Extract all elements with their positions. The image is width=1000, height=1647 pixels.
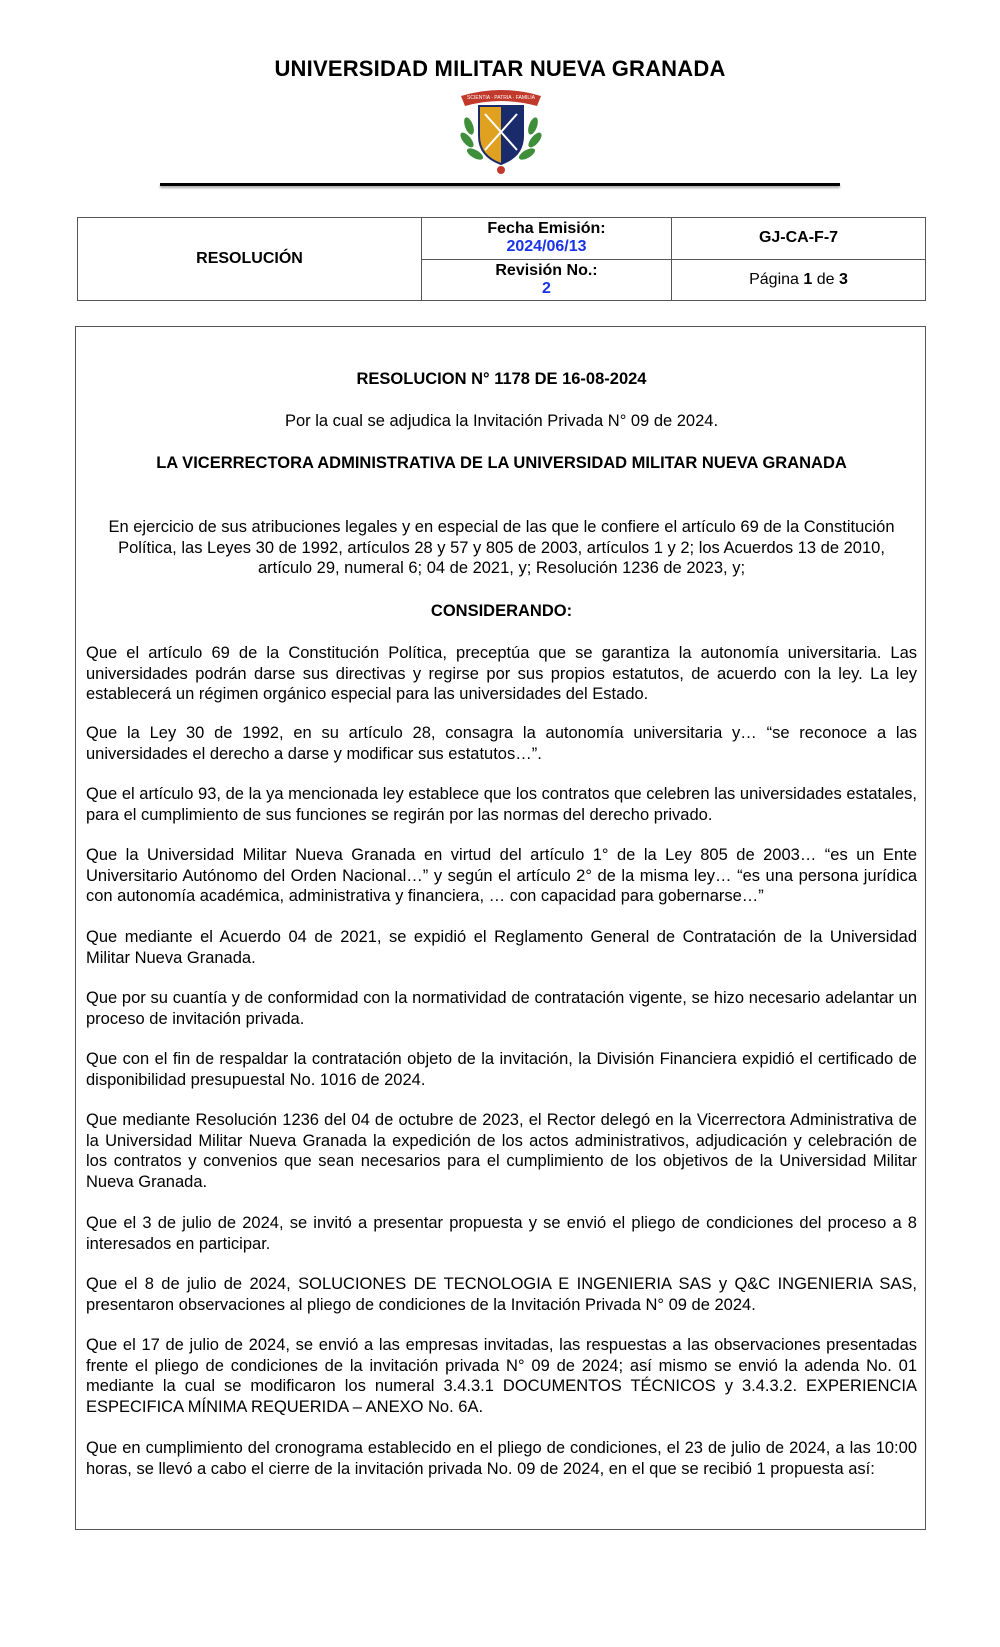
fecha-label: Fecha Emisión: [487,220,606,238]
page-mid: de [812,270,839,288]
considerando-paragraph: Que el artículo 93, de la ya mencionada ley establece que los contratos que celebren las universidades estatales, para el cumplimiento de sus funciones se regirán por las normas del derecho privado. [86,785,917,824]
preamble: En ejercicio de sus atribuciones legales y en especial de las que le confiere el artículo 69 de la Constitución Política, las Leyes 30 de 1992, artículos 28 y 57 y 805 de 2003, artículos 1 y 2; los Acuerdos 13 de 2010, artículo 29, numeral 6; 04 de 2021, y; Resolución 1236 de 2023, y; [108,518,895,577]
header-rule [160,183,840,186]
university-crest-logo [455,84,547,176]
page-number-cell [672,259,926,301]
revision-label: Revisión No.: [495,261,598,279]
considerando-paragraph: Que el 8 de julio de 2024, SOLUCIONES DE TECNOLOGIA E INGENIERIA SAS y Q&C INGENIERIA SAS, presentaron observaciones al pliego de condiciones de la Invitación Privada N° 09 de 2024. [86,1275,917,1314]
authority-heading: LA VICERRECTORA ADMINISTRATIVA DE LA UNIVERSIDAD MILITAR NUEVA GRANADA [156,454,847,472]
considerando-paragraph: Que el 3 de julio de 2024, se invitó a presentar propuesta y se envió el pliego de condiciones del proceso a 8 interesados en participar. [86,1214,917,1253]
revision-value: 2 [542,279,551,297]
revision-cell [422,259,672,301]
considerando-paragraph: Que mediante el Acuerdo 04 de 2021, se expidió el Reglamento General de Contratación de la Universidad Militar Nueva Granada. [86,928,917,967]
fecha-cell [422,218,672,260]
considerando-paragraph: Que mediante Resolución 1236 del 04 de octubre de 2023, el Rector delegó en la Vicerrectora Administrativa de la Universidad Militar Nueva Granada la expedición de los actos administrativos, adjudicación y celebración de los contratos y convenios que sean necesarios para el cumplimiento de los objetivos de la Universidad Militar Nueva Granada. [86,1111,917,1191]
resolution-title: RESOLUCION N° 1178 DE 16-08-2024 [356,370,647,388]
doc-type-cell [78,218,422,301]
resolution-subtitle: Por la cual se adjudica la Invitación Privada N° 09 de 2024. [284,412,719,430]
doc-code: GJ-CA-F-7 [758,229,839,247]
fecha-value: 2024/06/13 [506,238,587,256]
considerando-paragraph: Que el artículo 69 de la Constitución Política, preceptúa que se garantiza la autonomía universitaria. Las universidades podrán darse sus directivas y regirse por sus propios estatutos, de acuerdo con la ley. La ley establecerá un régimen orgánico especial para las universidades del Estado. [86,644,917,703]
resolution-body [75,326,926,1530]
doc-type: RESOLUCIÓN [196,250,303,267]
document-header-table [77,217,926,301]
considerando-heading: CONSIDERANDO: [430,602,573,620]
considerando-paragraph: Que el 17 de julio de 2024, se envió a las empresas invitadas, las respuestas a las observaciones presentadas frente el pliego de condiciones de la invitación privada N° 09 de 2024; así mismo se envió la adenda No. 01 mediante la cual se modificaron los numeral 3.4.3.1 DOCUMENTOS TÉCNICOS y 3.4.3.2. EXPERIENCIA ESPECIFICA MÍNIMA REQUERIDA – ANEXO No. 6A. [86,1336,917,1416]
page-current: 1 [803,270,813,288]
considerando-paragraph: Que la Universidad Militar Nueva Granada en virtud del artículo 1° de la Ley 805 de 2003… “es un Ente Universitario Autónomo del Orden Nacional…” y según el artículo 2° de la misma ley… “es una persona jurídica con autonomía académica, administrativa y financiera, … con capacidad para gobernarse…” [86,846,917,905]
considerando-paragraph: Que por su cuantía y de conformidad con la normatividad de contratación vigente, se hizo necesario adelantar un proceso de invitación privada. [86,989,917,1028]
considerando-paragraph: Que la Ley 30 de 1992, en su artículo 28, consagra la autonomía universitaria y… “se reconoce a las universidades el derecho a darse y modificar sus estatutos…”. [86,724,917,763]
doc-code-cell [672,218,926,260]
considerando-paragraph: Que con el fin de respaldar la contratación objeto de la invitación, la División Financiera expidió el certificado de disponibilidad presupuestal No. 1016 de 2024. [86,1050,917,1089]
page-prefix: Página [749,270,804,288]
svg-text:SCIENTIA · PATRIA · FAMILIA: SCIENTIA · PATRIA · FAMILIA [467,95,535,101]
university-title: UNIVERSIDAD MILITAR NUEVA GRANADA [274,56,726,81]
considerando-paragraph: Que en cumplimiento del cronograma establecido en el pliego de condiciones, el 23 de julio de 2024, a las 10:00 horas, se llevó a cabo el cierre de la invitación privada No. 09 de 2024, en el que se recibió 1 propuesta así: [86,1439,917,1478]
page-total: 3 [838,270,848,288]
